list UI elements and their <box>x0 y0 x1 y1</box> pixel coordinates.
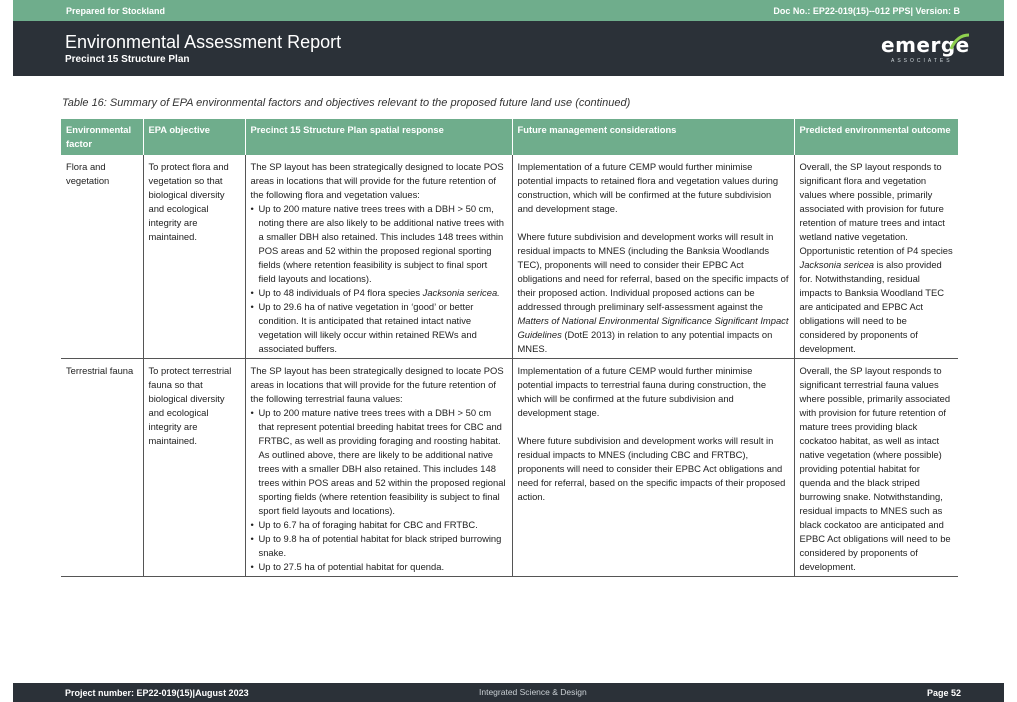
response-intro: The SP layout has been strategically designed to locate POS areas in locations that will provide for the future retention of the following flora and vegetation values: <box>250 161 504 200</box>
emerge-logo <box>881 33 971 67</box>
page-footer <box>13 683 1004 702</box>
logo-wordmark: emerge <box>881 33 970 57</box>
paragraph-text: (DotE 2013) in relation to any potential impacts on MNES. <box>517 329 773 354</box>
list-item: • Up to 200 mature native trees trees with a DBH > 50 cm that represent potential breeding habitat trees for CBC and FRTBC, as well as providing foraging and roosting habitat. As outlined above, there are likely to be additional native trees with a smaller DBH also retained. This includes 148 trees within POS areas and 52 within the proposed regional sporting fields (where retention feasibility is subject to final sport field layouts and locations). <box>258 406 507 518</box>
objective-cell: To protect terrestrial fauna so that biological diversity and ecological integrity are maintained. <box>143 359 245 577</box>
report-subtitle: Precinct 15 Structure Plan <box>65 54 190 65</box>
report-header <box>13 21 1004 76</box>
outcome-text: Overall, the SP layout responds to significant flora and vegetation values where possible, primarily associated with provision for future retention of mature trees and intact wetland native vegetation. Opportunistic retention of P4 species <box>799 161 953 256</box>
management-cell <box>512 155 794 359</box>
management-paragraph: Where future subdivision and development works will result in residual impacts to MNES (including CBC and FRTBC), proponents will need to consider their EPBC Act obligations and need for referral, based on the specific impacts of their proposed action. <box>517 435 786 502</box>
document-number: Doc No.: EP22-019(15)--012 PPS| Version: B <box>773 5 960 16</box>
list-item-text: Up to 48 individuals of P4 flora species <box>258 287 423 298</box>
report-title: Environmental Assessment Report <box>65 32 342 52</box>
list-item: • Up to 6.7 ha of foraging habitat for CBC and FRTBC. <box>258 518 507 532</box>
list-item: • Up to 200 mature native trees trees with a DBH > 50 cm, noting there are also likely to be additional native trees with a smaller DBH also retained. This includes 148 trees within POS areas and 52 within the proposed regional sporting fields (where retention feasibility is subject to final sport field layouts and locations). <box>258 202 507 286</box>
response-intro: The SP layout has been strategically designed to locate POS areas in locations that will provide for the future retention of the following terrestrial fauna values: <box>250 365 504 404</box>
management-cell <box>512 359 794 577</box>
header-predicted-outcome: Predicted environmental outcome <box>794 119 958 155</box>
outcome-text: is also provided for. Notwithstanding, residual impacts to Banksia Woodland TEC are anticipated and EPBC Act obligations will need to be considered by proponents of development. <box>799 259 945 354</box>
factor-cell: Flora and vegetation <box>61 155 143 359</box>
spatial-response-cell <box>245 359 512 577</box>
management-paragraph: Implementation of a future CEMP would further minimise potential impacts to terrestrial fauna during construction, the which will be confirmed at the future subdivision and development stage. <box>517 365 767 418</box>
table-caption: Table 16: Summary of EPA environmental factors and objectives relevant to the proposed future land use (continued) <box>62 97 631 109</box>
factor-cell: Terrestrial fauna <box>61 359 143 577</box>
list-item <box>258 286 507 300</box>
table-row <box>61 155 958 359</box>
logo-tagline: ASSOCIATES <box>891 58 953 64</box>
header-future-management: Future management considerations <box>512 119 794 155</box>
header-epa-objective: EPA objective <box>143 119 245 155</box>
paragraph-text: Where future subdivision and development works will result in residual impacts to MNES (including the Banksia Woodlands TEC), proponents will need to consider their EPBC Act obligations and need for referral, based on the specific impacts of their proposed action. Individual proposed actions can be addressed through preliminary self-assessment against the <box>517 231 789 312</box>
footer-tagline: Integrated Science & Design <box>479 687 587 697</box>
management-paragraph: Implementation of a future CEMP would further minimise potential impacts to retained flora and vegetation values during construction, which will be confirmed at the future subdivision and development stage. <box>517 161 779 214</box>
prepared-for-label: Prepared for Stockland <box>66 5 166 16</box>
page-number: Page 52 <box>926 688 961 698</box>
spatial-response-cell <box>245 155 512 359</box>
epa-factors-table <box>61 119 958 577</box>
management-paragraph <box>518 230 789 356</box>
project-number: Project number: EP22-019(15)|August 2023 <box>65 688 249 698</box>
objective-cell: To protect flora and vegetation so that biological diversity and ecological integrity are maintained. <box>143 155 245 359</box>
outcome-cell: Overall, the SP layout responds to significant terrestrial fauna values where possible, primarily associated with provision for future retention of mature trees providing black cockatoo habitat, as well as intact native vegetation (where possible) providing potential habitat for quenda and the black striped burrowing snake. Notwithstanding, residual impacts to MNES such as black cockatoo are anticipated and EPBC Act obligations will need to be considered by proponents of development. <box>794 359 958 577</box>
outcome-cell <box>794 155 958 359</box>
list-item: • Up to 9.8 ha of potential habitat for black striped burrowing snake. <box>258 532 507 560</box>
guideline-title: Matters of National Environmental Significance Significant Impact Guidelines <box>517 315 789 340</box>
list-item: • Up to 27.5 ha of potential habitat for quenda. <box>258 560 507 574</box>
species-name: Jacksonia sericea <box>799 259 875 270</box>
logo-swoosh-icon <box>947 31 973 57</box>
response-list <box>251 202 507 356</box>
header-environmental-factor: Environmental factor <box>61 119 143 155</box>
top-bar <box>13 0 1004 21</box>
table-header-row <box>61 119 958 155</box>
header-spatial-response: Precinct 15 Structure Plan spatial response <box>245 119 512 155</box>
response-list <box>251 406 507 574</box>
species-name: Jacksonia sericea. <box>422 287 500 298</box>
list-item: • Up to 29.6 ha of native vegetation in ‘good’ or better condition. It is anticipated that retained intact native vegetation will likely occur within retained REWs and associated buffers. <box>258 300 507 356</box>
table-row <box>61 359 958 577</box>
